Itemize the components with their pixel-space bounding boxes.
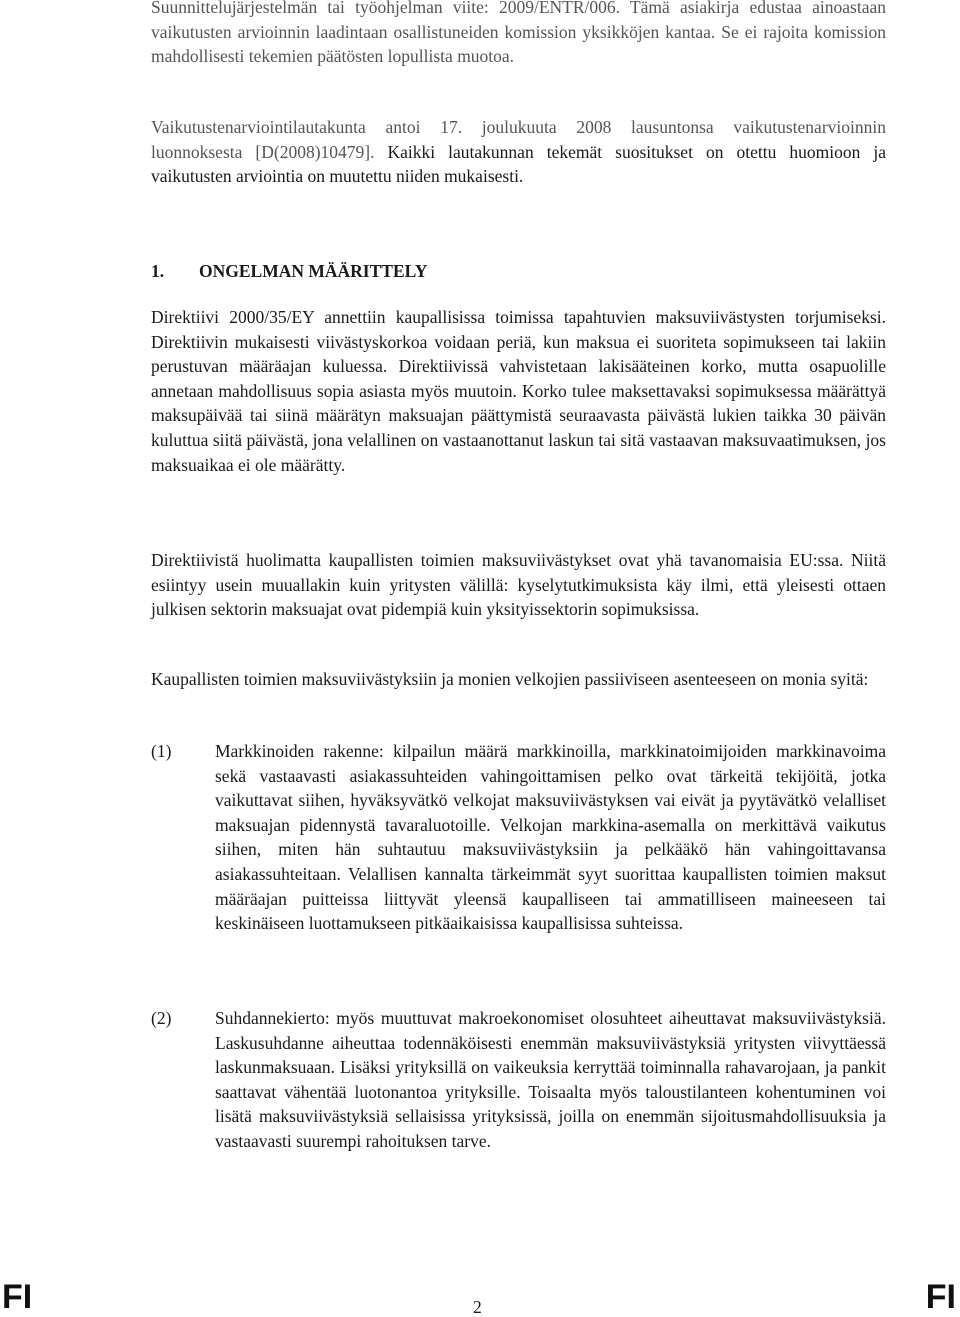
- reasons-intro-paragraph: Kaupallisten toimien maksuviivästyksiin ja monien velkojien passiiviseen asenteeseen on monia syitä:: [151, 669, 869, 689]
- page-number: 2: [473, 1297, 482, 1317]
- list-item-text: Suhdannekierto: myös muuttuvat makroekonomiset olosuhteet aiheuttavat maksuviivästyksiä. Laskusuhdanne aiheuttaa todennäköisesti enemmän maksuviivästyksiä yritysten viivyttäessä laskunmaksuaan. Lisäksi yrityksillä on vaikeuksia kerryttää toiminnalla rahavarojaan, ja pankit saattavat vähentää luotonantoa yrityksille. Toisaalta myös taloustilanteen kohentuminen voi lisätä maksuviivästyksiä sellaisissa yrityksissä, joilla on enemmän sijoitusmahdollisuuksia ja vastaavasti suurempi rahoituksen tarve.: [215, 1008, 886, 1151]
- late-payments-paragraph: Direktiivistä huolimatta kaupallisten toimien maksuviivästykset ovat yhä tavanomaisia EU:ssa. Niitä esiintyy usein muuallakin kuin yritysten välillä: kyselytutkimuksista käy ilmi, että yleisesti ottaen julkisen sektorin maksuajat ovat pidempiä kuin yksityissektorin sopimuksissa.: [151, 550, 886, 620]
- list-item: [151, 739, 886, 936]
- list-item-text: Markkinoiden rakenne: kilpailun määrä markkinoilla, markkinatoimijoiden markkinavoima sekä vastaavasti asiakassuhteiden vahingoittamisen pelko ovat tärkeitä tekijöitä, jotka vaikuttavat siihen, hyväksyvätkö velkojat maksuviivästyksen vai eivät ja pyytävätkö velalliset maksuajan pidennystä tavaraluotoille. Velkojan markkina-asemalla on merkittävä vaikutus siihen, miten hän suhtautuu maksuviivästyksiin ja pelkääkö hän vahingoittavansa asiakassuhteitaan. Velallisen kannalta tärkeimmät syyt suorittaa kaupallisten toimien maksut määräajan puitteissa liittyvät yleensä kaupalliseen tai ammatilliseen maineeseen tai keskinäiseen luottamukseen pitkäaikaisissa kaupallisissa suhteissa.: [215, 741, 886, 934]
- section-heading: [151, 259, 886, 283]
- directive-paragraph: Direktiivi 2000/35/EY annettiin kaupallisissa toimissa tapahtuvien maksuviivästysten torjumiseksi. Direktiivin mukaisesti viivästyskorkoa voidaan periä, kun maksua ei suoriteta sopimukseen tai lakiin perustuvan määräajan kuluessa. Direktiivissä vahvistetaan lakisääteinen korko, mutta osapuolille annetaan mahdollisuus sopia asiasta myös muutoin. Korko tulee maksettavaksi sopimuksessa määrättyä maksupäivää tai siinä määrätyn maksuajan päättymistä seuraavasta päivästä lukien taikka 30 päivän kuluttua siitä päivästä, jona velallinen on vastaanottanut laskun tai sitä vastaavan maksuvaatimuksen, jos maksuaikaa ei ole määrätty.: [151, 307, 886, 475]
- list-item-label: (1): [151, 741, 172, 761]
- board-opinion-paragraph: [151, 115, 886, 189]
- reference-text: Suunnittelujärjestelmän tai työohjelman viite: 2009/ENTR/006. Tämä asiakirja edustaa ainoastaan vaikutusten arvioinnin laadintaan osallistuneiden komission yksikköjen kantaa. Se ei rajoita komission mahdollisesti tekemien päätösten lopullista muotoa.: [151, 0, 886, 67]
- footer-language-left: FI: [2, 1278, 33, 1316]
- section-title: ONGELMAN MÄÄRITTELY: [199, 261, 428, 281]
- section-number: 1.: [151, 261, 165, 281]
- board-opinion-black-text: Kaikki lautakunnan tekemät suositukset on otettu huomioon ja vaikutusten arviointia on muutettu niiden mukaisesti.: [151, 141, 886, 187]
- reference-paragraph: [151, 0, 886, 69]
- board-opinion-gray-text: Vaikutustenarviointilautakunta antoi 17. joulukuuta 2008 lausuntonsa vaikutustenarvioinnin luonnoksesta [D(2008)10479].: [151, 117, 886, 162]
- list-item-label: (2): [151, 1008, 172, 1028]
- list-item: [151, 1006, 886, 1154]
- footer-language-right: FI: [925, 1278, 956, 1316]
